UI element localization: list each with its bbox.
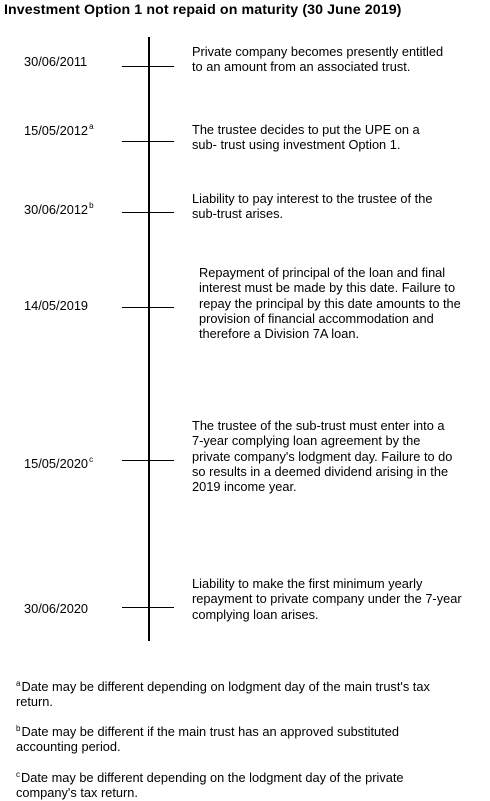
timeline-axis (148, 37, 150, 641)
footnote (16, 676, 486, 710)
event-date (24, 53, 88, 69)
footnote-text: Date may be different depending on the lodgment day of the private company's tax return. (16, 770, 404, 801)
event-date-text: 30/06/2011 (24, 54, 88, 69)
footnote-marker: c (16, 770, 20, 779)
timeline-tick (122, 307, 174, 308)
footnote-marker: a (16, 679, 21, 688)
footnote (16, 767, 486, 801)
footnote-text: Date may be different if the main trust has an approved substituted accounting period. (16, 724, 399, 755)
timeline-tick (122, 212, 174, 213)
footnote-marker: c (89, 455, 94, 464)
footnote-marker: b (16, 724, 21, 733)
event-date-text: 15/05/2020 (24, 456, 89, 471)
timeline-tick (122, 460, 174, 461)
timeline-tick (122, 607, 174, 608)
event-date-text: 30/06/2020 (24, 601, 89, 616)
event-description: The trustee decides to put the UPE on a sub- trust using investment Option 1. (192, 122, 420, 153)
event-date-text: 15/05/2012 (24, 123, 89, 138)
event-date (24, 201, 94, 217)
event-date (24, 297, 89, 313)
footnote-marker: a (89, 122, 94, 131)
event-date (24, 455, 93, 471)
event-description: Repayment of principal of the loan and final interest must be made by this date. Failure to repay the principal by this date amounts to the provision of financial accommodation and therefore a Division 7A loan. (199, 265, 461, 342)
diagram-title: Investment Option 1 not repaid on maturity (30 June 2019) (4, 2, 402, 18)
event-description: Liability to make the first minimum yearly repayment to private company under the 7-year complying loan arises. (192, 576, 462, 622)
event-date-text: 30/06/2012 (24, 202, 89, 217)
timeline-tick (122, 141, 174, 142)
footnote (16, 721, 486, 755)
event-description: The trustee of the sub-trust must enter into a 7-year complying loan agreement by the private company's lodgment day. Failure to do so results in a deemed dividend arising in the 2019 income year. (192, 418, 453, 495)
event-description: Liability to pay interest to the trustee of the sub-trust arises. (192, 191, 433, 222)
footnote-text: Date may be different depending on lodgment day of the main trust's tax return. (16, 679, 430, 710)
event-date-text: 14/05/2019 (24, 298, 89, 313)
event-date (24, 600, 89, 616)
event-description: Private company becomes presently entitled to an amount from an associated trust. (192, 44, 444, 75)
event-date (24, 122, 94, 138)
footnote-marker: b (89, 201, 94, 210)
timeline-tick (122, 66, 174, 67)
